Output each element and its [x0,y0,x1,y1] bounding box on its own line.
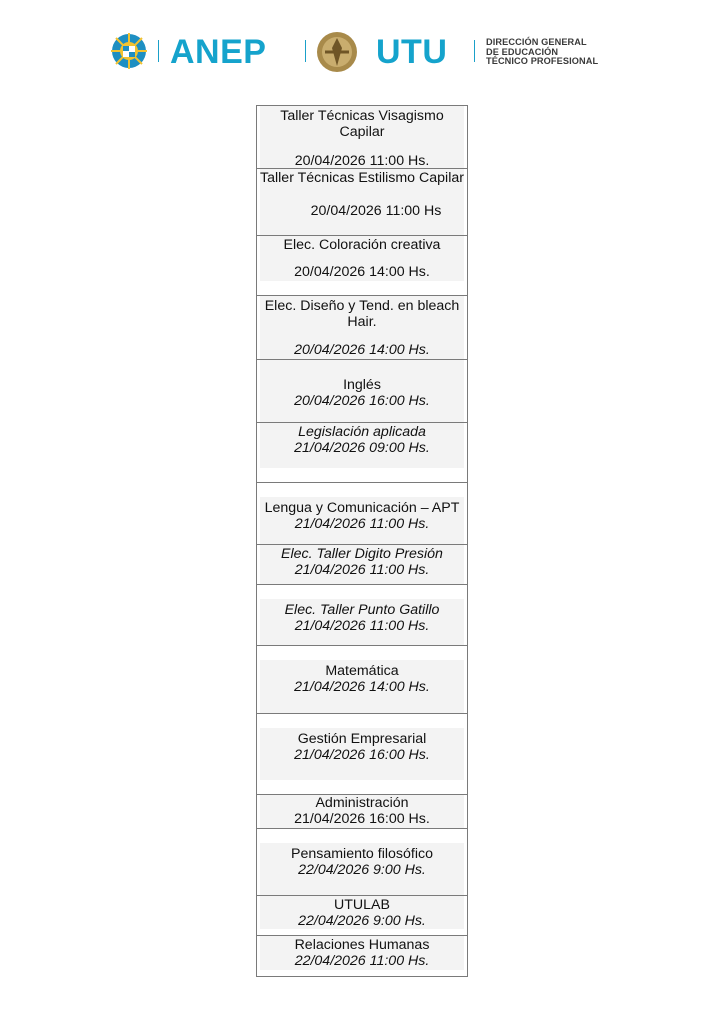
exam-date: 20/04/2026 11:00 Hs [310,203,442,220]
table-row [257,106,467,169]
subject-name: Gestión Empresarial [297,731,427,747]
subject-name: Legislación aplicada [298,424,426,440]
subject-name: Elec. Taller Digito Presión [281,546,443,562]
table-row [257,714,467,795]
exam-date: 22/04/2026 9:00 Hs. [298,913,426,930]
page-header [108,30,618,74]
subject-name: UTULAB [334,897,390,913]
table-row [257,423,467,483]
subject-name: Matemática [325,663,399,679]
table-row [257,795,467,829]
table-row [257,236,467,296]
direccion-general-text: DIRECCIÓN GENERAL DE EDUCACIÓN TÉCNICO PROFESIONAL [486,37,599,67]
exam-date: 21/04/2026 11:00 Hs. [294,562,430,579]
uruguay-sun-logo-icon [110,32,148,70]
table-row [257,296,467,360]
exam-date: 20/04/2026 16:00 Hs. [294,393,430,410]
table-row [257,545,467,585]
table-row [257,936,467,977]
subject-name: Pensamiento filosófico [291,846,433,862]
subject-name: Elec. Taller Punto Gatillo [284,602,440,618]
utu-logo-text: UTU [376,33,448,71]
exam-date: 20/04/2026 14:00 Hs. [294,264,430,281]
table-row [257,483,467,545]
utu-seal-icon [315,30,359,74]
exam-date: 21/04/2026 11:00 Hs. [294,618,430,635]
table-row [257,896,467,936]
subject-name: Taller Técnicas Estilismo Capilar [260,170,464,186]
exam-date: 21/04/2026 09:00 Hs. [294,440,430,457]
exam-date: 22/04/2026 9:00 Hs. [298,862,426,879]
table-row [257,169,467,236]
exam-date: 20/04/2026 11:00 Hs. [294,152,430,169]
subject-name: Taller Técnicas Visagismo Capilar [280,108,444,141]
table-row [257,829,467,896]
anep-logo-text: ANEP [170,33,267,71]
exam-date: 21/04/2026 16:00 Hs. [294,811,430,828]
subject-name: Elec. Diseño y Tend. en bleach Hair. [264,298,460,331]
table-row [257,585,467,646]
subject-name: Administración [315,795,409,811]
header-divider [305,40,306,62]
subject-name: Inglés [343,377,381,393]
header-divider [474,40,475,62]
exam-date: 22/04/2026 11:00 Hs. [294,953,430,970]
header-divider [158,40,159,62]
exam-date: 21/04/2026 11:00 Hs. [294,516,430,533]
exam-date: 21/04/2026 14:00 Hs. [294,679,430,696]
exam-date: 20/04/2026 14:00 Hs. [294,341,430,358]
exam-schedule-table [256,105,468,977]
subject-name: Relaciones Humanas [294,937,430,953]
table-row [257,360,467,423]
table-row [257,646,467,714]
exam-date: 21/04/2026 16:00 Hs. [294,747,430,764]
subject-name: Lengua y Comunicación – APT [264,500,460,516]
subject-name: Elec. Coloración creativa [283,237,441,253]
